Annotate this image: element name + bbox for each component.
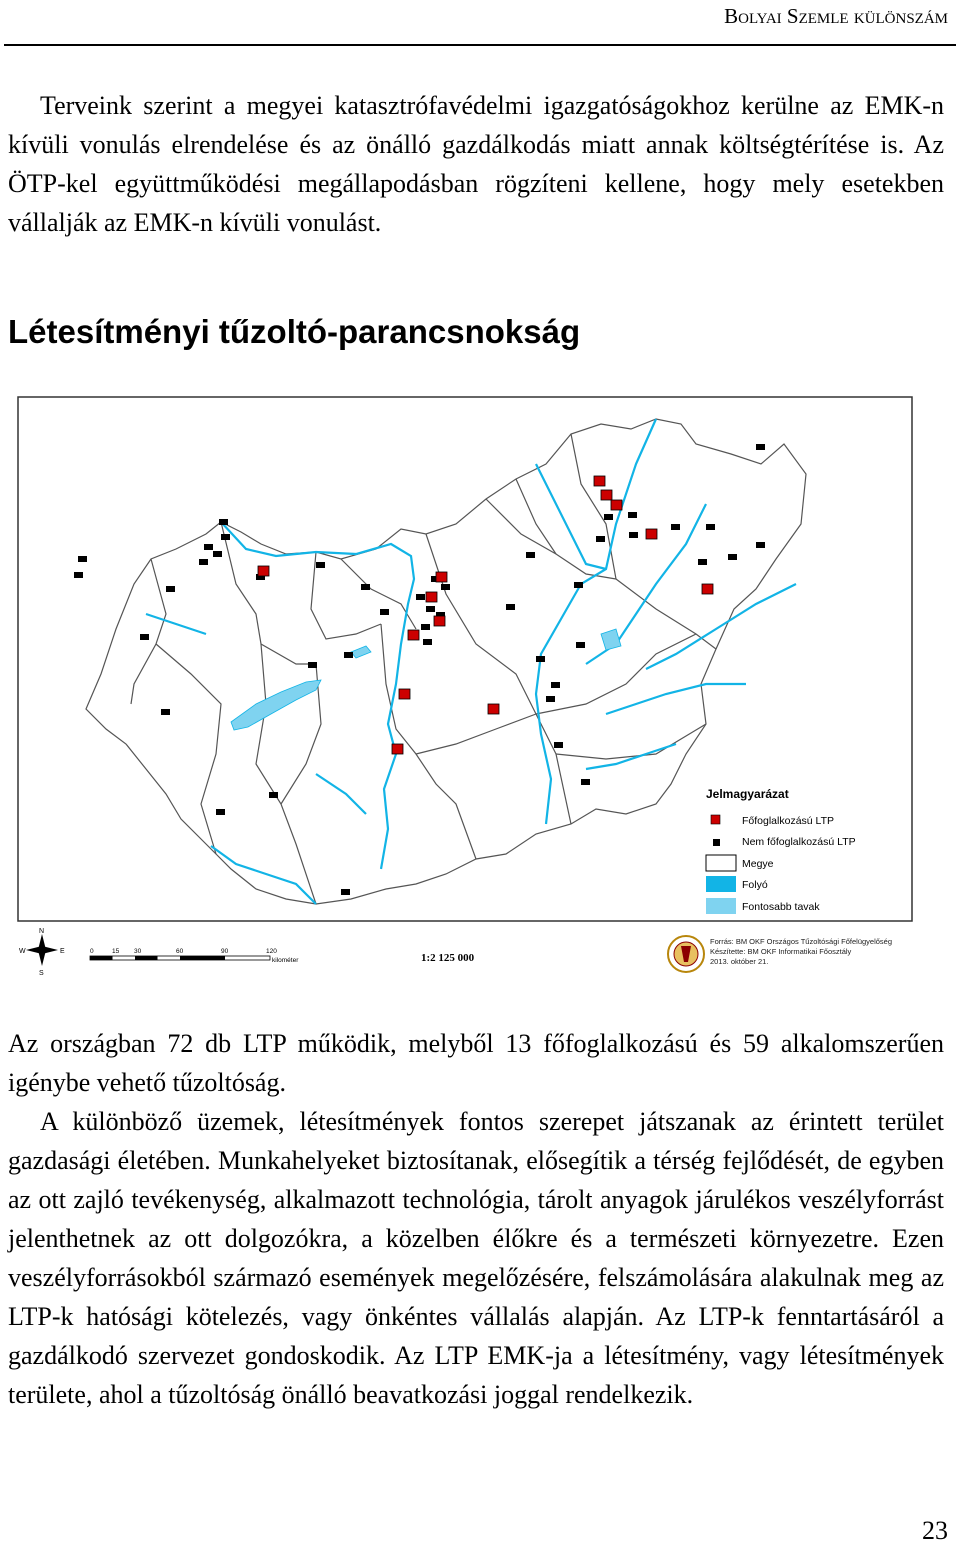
compass-w: W: [19, 948, 26, 955]
compass-e: E: [60, 948, 65, 955]
header-rule: [4, 44, 956, 46]
legend-lake-swatch: [706, 898, 736, 914]
scale-tick: 120: [266, 948, 277, 955]
section-heading: Létesítményi tűzoltó-parancsnokság: [8, 313, 581, 350]
scale-tick: 30: [134, 948, 142, 955]
body-paragraph: A különböző üzemek, létesítmények fontos szerepet játszanak az érintett terület gazdasági életében. Munkahelyeket biztosítanak, elősegítik a térség fejlődését, de egyben az ott zajló tevékenység, alkalmazott technológia, tárolt anyagok járulékos veszélyforrást jelenthetnek az ott dolgozókra, a közelben élőkre és a természeti környezetre. Ezen veszélyforrásokból származó események megelőzésére, felszámolására alakulnak meg az LTP-k hatósági kötelezés, vagy önkéntes vállalás alapján. Az LTP-k fenntartásáról a gazdálkodó szervezet gondoskodik. Az LTP EMK-ja a létesítmény, vagy létesítmények területe, ahol a tűzoltóság önálló beavatkozási joggal rendelkezik.: [8, 1107, 944, 1409]
north-arrow-icon: [19, 928, 65, 977]
caption-paragraph: Az országban 72 db LTP működik, melyből 13 főfoglalkozású és 59 alkalomszerűen igénybe vehető tűzoltóság.: [8, 1029, 944, 1097]
legend-river-swatch: [706, 876, 736, 892]
legend-item-lake: Fontosabb tavak: [742, 901, 820, 913]
legend-item-fulltime: Főfoglalkozású LTP: [742, 815, 835, 827]
compass-n: N: [39, 928, 45, 935]
credit-line: Készítette: BM OKF Informatikai Főosztály: [710, 947, 852, 956]
legend-fulltime-swatch: [711, 815, 720, 824]
scale-tick: 15: [112, 948, 120, 955]
scale-ratio: 1:2 125 000: [421, 952, 475, 964]
scale-tick: 0: [90, 948, 94, 955]
scale-tick: 60: [176, 948, 184, 955]
compass-s: S: [39, 970, 44, 977]
intro-paragraph: Terveink szerint a megyei katasztrófavédelmi igazgatóságokhoz kerülne az EMK-n kívüli vonulás elrendelése és az önálló gazdálkodás miatt annak költségtérítése is. Az ÖTP-kel együttműködési megállapodásban rögzíteni kellene, hogy mely esetekben vállalják az EMK-n kívüli vonulást.: [8, 91, 944, 237]
ltp-map-figure: [16, 384, 914, 984]
map-credits: [710, 937, 892, 966]
scale-unit: kilométer: [272, 957, 299, 964]
running-header: [724, 4, 948, 29]
fire-service-emblem-icon: [668, 936, 704, 972]
legend-item-county: Megye: [742, 858, 774, 870]
hungary-ltp-map: [16, 384, 914, 984]
legend-county-swatch: [706, 855, 736, 871]
scale-tick: 90: [221, 948, 229, 955]
legend-parttime-swatch: [713, 839, 720, 846]
legend-item-parttime: Nem főfoglalkozású LTP: [742, 836, 856, 848]
journal-title: Bolyai Szemle különszám: [724, 4, 948, 28]
page-number: 23: [922, 1516, 948, 1545]
credit-line: Forrás: BM OKF Országos Tűzoltósági Főfelügyelőség: [710, 937, 893, 946]
legend-item-river: Folyó: [742, 879, 768, 891]
legend-title: Jelmagyarázat: [706, 787, 789, 801]
credit-line: 2013. október 21.: [710, 957, 769, 966]
scale-bar: [90, 948, 299, 964]
